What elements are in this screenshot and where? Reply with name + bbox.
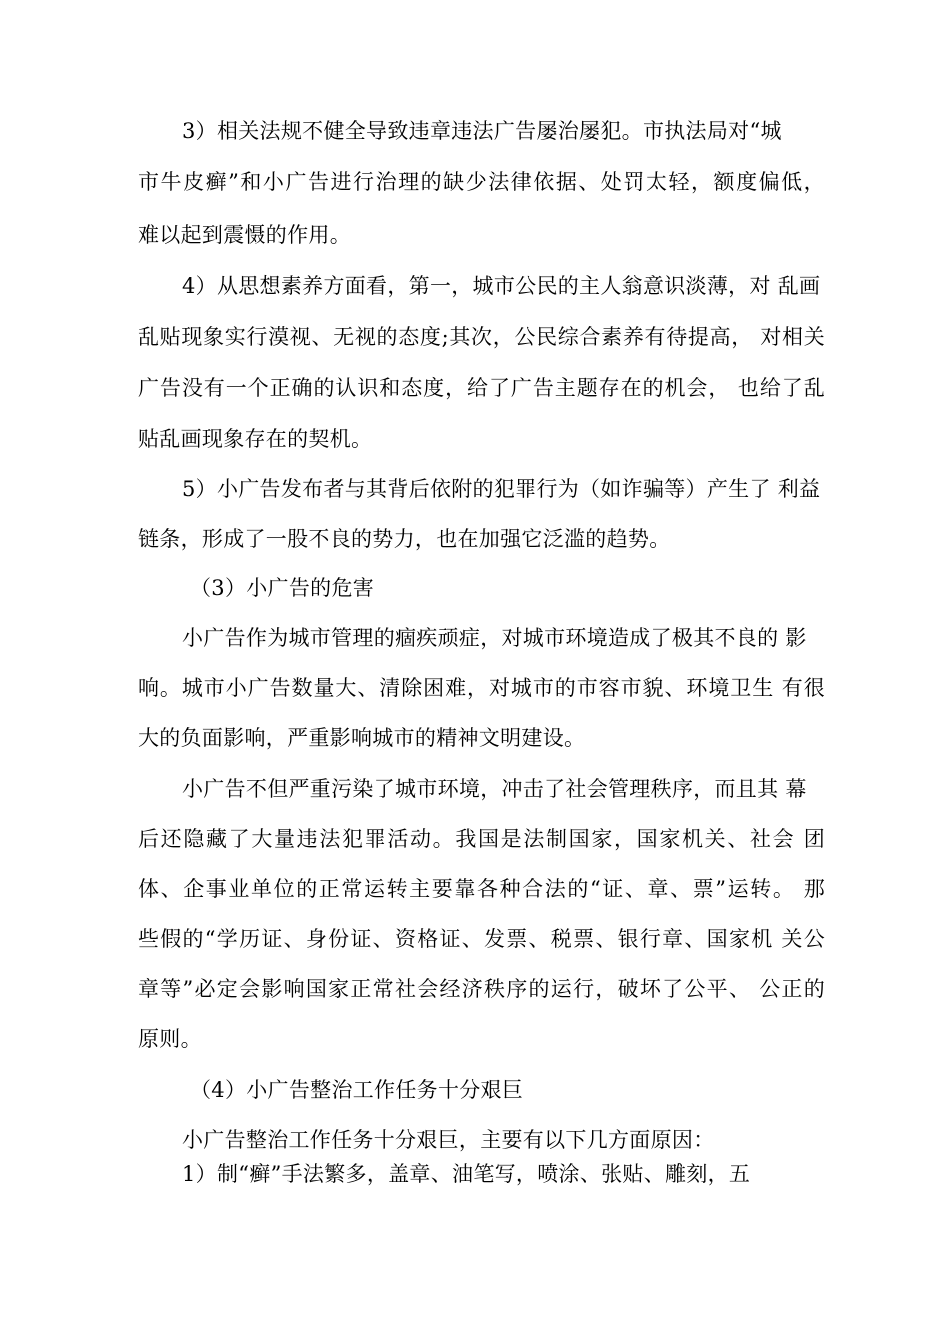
harm-paragraph-1-line-2: 响。城市小广告数量大、清除困难，对城市的市容市貌、环境卫生 有很 bbox=[138, 676, 825, 700]
paragraph-4-line-2: 乱贴现象实行漠视、无视的态度;其次，公民综合素养有待提高， 对相关 bbox=[138, 325, 825, 349]
difficulty-paragraph-line-1: 小广告整治工作任务十分艰巨，主要有以下几方面原因： bbox=[182, 1128, 715, 1152]
section-heading-4: （4）小广告整治工作任务十分艰巨 bbox=[190, 1078, 524, 1102]
harm-paragraph-2-line-3: 体、企事业单位的正常运转主要靠各种合法的“证、章、票”运转。 那 bbox=[138, 877, 825, 901]
section-heading-3: （3）小广告的危害 bbox=[190, 576, 375, 600]
harm-paragraph-1-line-1: 小广告作为城市管理的痼疾顽症，对城市环境造成了极其不良的 影 bbox=[182, 626, 807, 650]
paragraph-3-line-1: 3）相关法规不健全导致违章违法广告屡治屡犯。市执法局对“城 bbox=[182, 119, 782, 143]
paragraph-3-line-3: 难以起到震慑的作用。 bbox=[138, 223, 351, 247]
paragraph-5-line-1: 5）小广告发布者与其背后依附的犯罪行为（如诈骗等）产生了 利益 bbox=[182, 477, 821, 501]
paragraph-3-line-2: 市牛皮癣”和小广告进行治理的缺少法律依据、处罚太轻，额度偏低， bbox=[138, 170, 825, 194]
harm-paragraph-1-line-3: 大的负面影响，严重影响城市的精神文明建设。 bbox=[138, 726, 586, 750]
harm-paragraph-2-line-5: 章等”必定会影响国家正常社会经济秩序的运行，破坏了公平、 公正的 bbox=[138, 977, 825, 1001]
harm-paragraph-2-line-2: 后还隐藏了大量违法犯罪活动。我国是法制国家，国家机关、社会 团 bbox=[138, 827, 825, 851]
paragraph-4-line-1: 4）从思想素养方面看，第一，城市公民的主人翁意识淡薄，对 乱画 bbox=[182, 274, 821, 298]
paragraph-4-line-3: 广告没有一个正确的认识和态度，给了广告主题存在的机会， 也给了乱 bbox=[138, 376, 825, 400]
harm-paragraph-2-line-4: 些假的“学历证、身份证、资格证、发票、税票、银行章、国家机 关公 bbox=[138, 927, 825, 951]
paragraph-5-line-2: 链条，形成了一股不良的势力，也在加强它泛滥的趋势。 bbox=[138, 527, 671, 551]
difficulty-item-1-line-1: 1）制“癣”手法繁多，盖章、油笔写，喷涂、张贴、雕刻，五 bbox=[182, 1162, 751, 1186]
paragraph-4-line-4: 贴乱画现象存在的契机。 bbox=[138, 427, 373, 451]
harm-paragraph-2-line-1: 小广告不但严重污染了城市环境，冲击了社会管理秩序，而且其 幕 bbox=[182, 777, 807, 801]
harm-paragraph-2-line-6: 原则。 bbox=[138, 1027, 202, 1051]
